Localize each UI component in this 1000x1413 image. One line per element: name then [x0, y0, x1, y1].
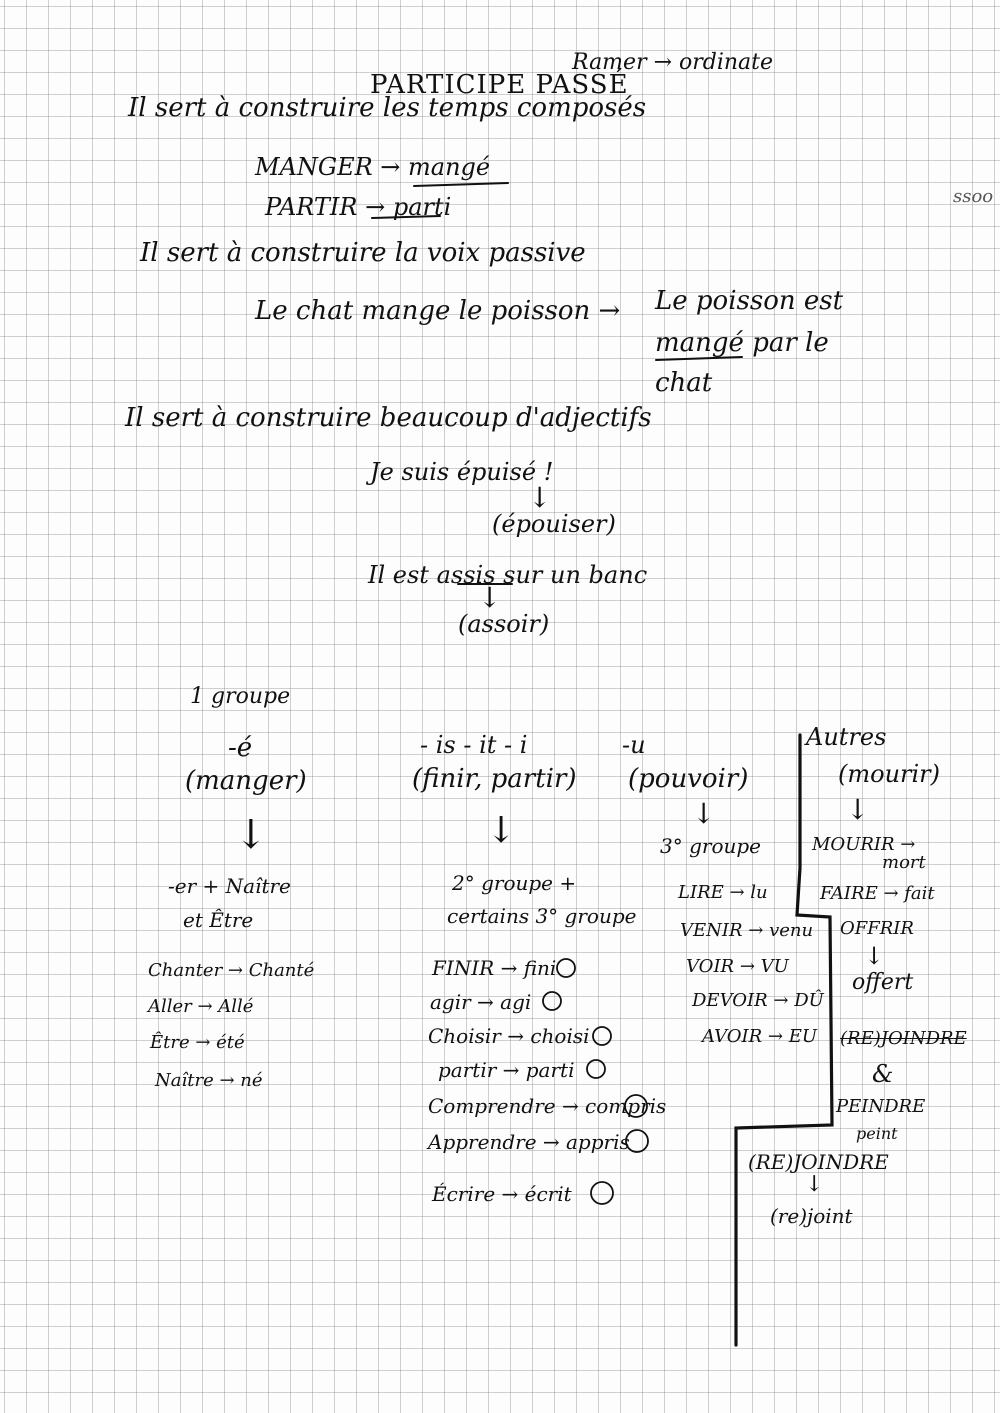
col3-list-item: AVOIR → EU: [702, 1026, 818, 1047]
col2-list-item: Comprendre → compris: [428, 1094, 667, 1118]
adjective-example-2: Il est assis sur un banc: [368, 561, 648, 589]
section-2-heading: Il sert à construire la voix passive: [140, 238, 586, 268]
col3-arrow-icon: ↓: [692, 797, 716, 830]
adjective-example-1-infinitive: (épouiser): [492, 510, 616, 538]
adjective-example-1: Je suis épuisé !: [370, 458, 554, 486]
col2-list-item: agir → agi: [430, 990, 532, 1014]
col2-note-2: certains 3° groupe: [447, 904, 637, 928]
col1-list-item: Aller → Allé: [148, 996, 254, 1017]
col1-list-item: Être → été: [150, 1032, 245, 1053]
section-1-example-1: MANGER → mangé: [255, 153, 491, 181]
passive-sentence-line-2: mangé par le: [655, 328, 829, 358]
col2-list-item: FINIR → fini: [432, 956, 557, 980]
adjective-example-2-arrow-icon: ↓: [478, 581, 502, 614]
adjective-example-2-infinitive: (assoir): [458, 610, 550, 638]
col2-list-item: Choisir → choisi: [428, 1024, 590, 1048]
col1-example: (manger): [185, 766, 307, 796]
col2-circle-6: [626, 1130, 648, 1152]
col4-offrir-arrow-icon: ↓: [864, 942, 885, 970]
col4-rejoindre-arrow-icon: ↓: [805, 1172, 824, 1197]
section-1-example-2: PARTIR → parti: [265, 193, 452, 221]
passive-active-sentence: Le chat mange le poisson →: [255, 296, 621, 326]
col1-arrow-icon: ↓: [234, 812, 268, 858]
col2-circle-7: [591, 1182, 613, 1204]
section-3-heading: Il sert à construire beaucoup d'adjectifs: [125, 403, 652, 433]
col1-note-2: et Être: [183, 908, 254, 932]
col4-rejoindre: (RE)JOINDRE: [748, 1150, 889, 1174]
col4-mourir: MOURIR →: [812, 834, 916, 855]
underline-mange-passive: [656, 357, 742, 360]
col4-peint: peint: [856, 1124, 898, 1143]
col2-circle-1: [557, 959, 575, 977]
col3-note: 3° groupe: [660, 834, 762, 858]
underline-mange: [414, 183, 508, 186]
col3-list-item: VOIR → VU: [686, 956, 789, 977]
col1-list-item: Chanter → Chanté: [148, 960, 315, 981]
adjective-example-1-arrow-icon: ↓: [528, 481, 552, 514]
col3-ending: -u: [622, 731, 646, 759]
col2-circle-4: [587, 1060, 605, 1078]
column-divider: [736, 735, 832, 1345]
col4-offert: offert: [852, 970, 914, 995]
passive-sentence-line-1: Le poisson est: [655, 286, 844, 316]
col4-faire: FAIRE → fait: [820, 883, 935, 904]
col3-list-item: DEVOIR → DÛ: [692, 990, 824, 1011]
col3-example: (pouvoir): [628, 764, 749, 794]
col3-list-item: VENIR → venu: [680, 920, 814, 941]
underline-parti: [372, 216, 440, 218]
col4-mort: mort: [882, 852, 926, 873]
col1-list-item: Naître → né: [155, 1070, 263, 1091]
col2-list-item: partir → parti: [438, 1058, 575, 1082]
col2-list-item: Apprendre → appris: [428, 1130, 630, 1154]
col4-label: Autres: [806, 723, 887, 751]
page-header-note: Ramer → ordinate: [572, 50, 774, 75]
col2-example: (finir, partir): [412, 764, 577, 794]
col4-peindre: PEINDRE: [836, 1096, 926, 1117]
col4-rejoint: (re)joint: [770, 1204, 853, 1228]
col2-ending: - is - it - i: [420, 731, 528, 759]
col2-circle-3: [593, 1027, 611, 1045]
col2-circle-5: [625, 1095, 647, 1117]
col2-arrow-icon: ↓: [486, 810, 517, 851]
col4-example: (mourir): [838, 760, 941, 788]
col4-ampersand: &: [872, 1060, 894, 1088]
col2-list-item: Écrire → écrit: [432, 1182, 572, 1206]
col3-list-item: LIRE → lu: [678, 882, 768, 903]
section-1-heading: Il sert à construire les temps composés: [128, 93, 647, 123]
page-title: PARTICIPE PASSÉ: [370, 70, 629, 100]
col1-label: 1 groupe: [190, 684, 291, 709]
col4-crossed-word: (RE)JOINDRE: [840, 1028, 967, 1049]
col2-note-1: 2° groupe +: [452, 871, 577, 895]
col2-circle-2: [543, 992, 561, 1010]
passive-sentence-line-3: chat: [655, 368, 713, 398]
col1-note-1: -er + Naître: [168, 874, 291, 898]
col4-arrow-icon: ↓: [846, 793, 870, 826]
col1-ending: -é: [228, 733, 253, 763]
margin-note: ssoo: [953, 186, 994, 207]
col4-offrir: OFFRIR: [840, 918, 914, 939]
